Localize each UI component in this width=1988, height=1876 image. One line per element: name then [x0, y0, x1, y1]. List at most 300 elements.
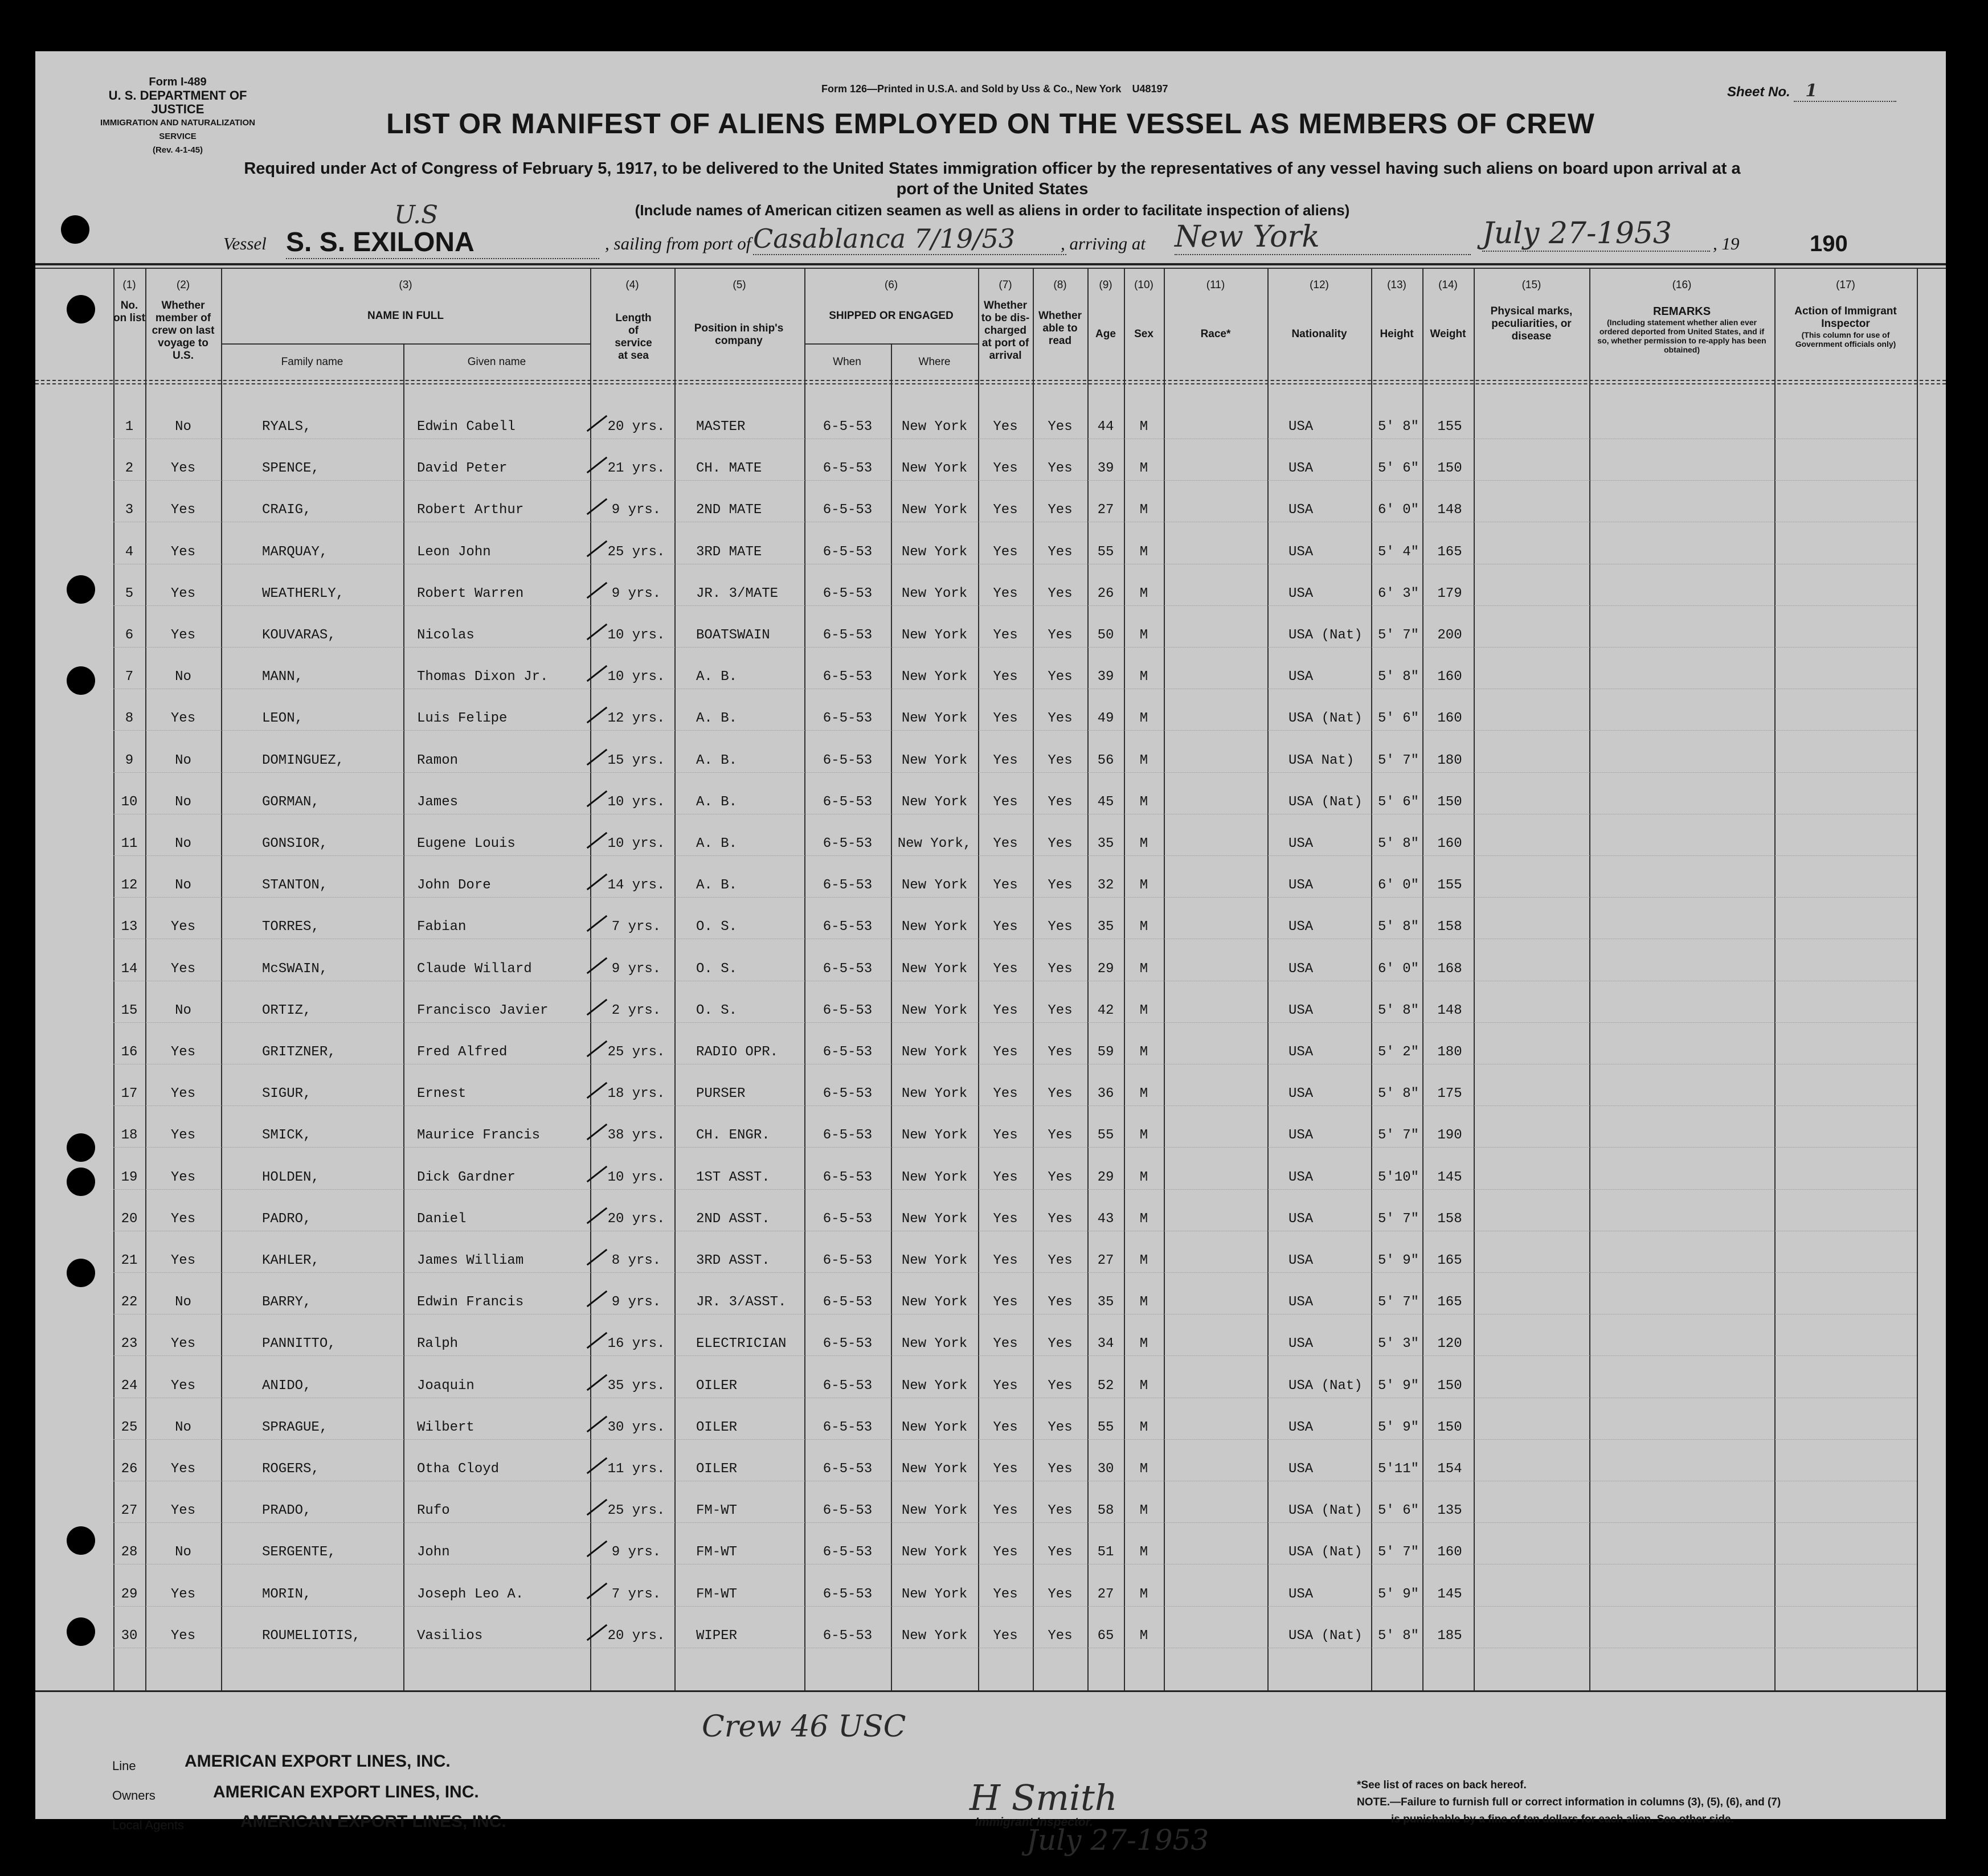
cell-nationality: USA [1288, 836, 1314, 851]
cell-sex: M [1139, 628, 1148, 643]
cell-sex: M [1139, 419, 1148, 435]
cell-no: 21 [121, 1253, 138, 1268]
cell-where: New York [901, 1170, 968, 1185]
crew-count-note: Crew 46 USC [702, 1710, 906, 1744]
cell-weight: 155 [1437, 419, 1462, 435]
column-line [674, 268, 676, 1690]
punch-hole [67, 1526, 95, 1555]
cell-nationality: USA [1288, 419, 1314, 435]
cell-given-name: Edwin Francis [417, 1295, 524, 1310]
cell-where: New York [901, 1128, 968, 1143]
cell-given-name: Ralph [417, 1336, 459, 1351]
cell-nationality: USA [1288, 1420, 1314, 1435]
cell-position: RADIO OPR. [696, 1045, 779, 1060]
cell-age: 36 [1097, 1086, 1114, 1101]
cell-no: 20 [121, 1211, 138, 1227]
column-line [145, 268, 146, 1690]
cell-given-name: Thomas Dixon Jr. [417, 669, 549, 685]
cell-when: 6-5-53 [823, 669, 873, 685]
cell-given-name: Ramon [417, 753, 459, 768]
inspector-signature: H Smith [970, 1777, 1118, 1818]
header-weight: Weight [1430, 328, 1466, 340]
arrival-date: July 27-1953 [1482, 216, 1710, 252]
cell-nationality: USA [1288, 919, 1314, 935]
cell-last-voyage: Yes [170, 1461, 196, 1477]
colnum: (3) [399, 279, 412, 291]
cell-where: New York [901, 1295, 968, 1310]
row-baseline [113, 1439, 1917, 1440]
cell-able-read: Yes [1048, 794, 1073, 810]
cell-last-voyage: Yes [170, 628, 196, 643]
row-baseline [113, 1272, 1917, 1273]
cell-length-service: 9 yrs. [611, 502, 661, 518]
cell-where: New York [901, 1253, 968, 1268]
cell-no: 25 [121, 1420, 138, 1435]
subtitle [138, 158, 1847, 199]
line-label: Line [112, 1759, 136, 1773]
cell-last-voyage: Yes [170, 1086, 196, 1101]
cell-height: 5' 7" [1377, 1128, 1419, 1143]
cell-discharged: Yes [993, 502, 1018, 518]
cell-where: New York [901, 586, 968, 601]
cell-height: 5' 7" [1377, 628, 1419, 643]
cell-weight: 150 [1437, 1420, 1462, 1435]
cell-nationality: USA (Nat) [1288, 711, 1363, 726]
column-line [1474, 268, 1475, 1690]
sheet-label: Sheet No. [1727, 84, 1790, 100]
cell-when: 6-5-53 [823, 1503, 873, 1518]
colnum: (10) [1134, 279, 1153, 291]
cell-no: 10 [121, 794, 138, 810]
cell-position: OILER [696, 1420, 738, 1435]
cell-weight: 190 [1437, 1128, 1462, 1143]
cell-given-name: Luis Felipe [417, 711, 508, 726]
cell-nationality: USA [1288, 1295, 1314, 1310]
cell-sex: M [1139, 1628, 1148, 1644]
cell-no: 18 [121, 1128, 138, 1143]
cell-where: New York [901, 919, 968, 935]
cell-family-name: MARQUAY, [262, 544, 328, 560]
cell-discharged: Yes [993, 753, 1018, 768]
cell-position: OILER [696, 1461, 738, 1477]
column-line [1267, 268, 1269, 1690]
cell-discharged: Yes [993, 711, 1018, 726]
cell-when: 6-5-53 [823, 628, 873, 643]
cell-sex: M [1139, 878, 1148, 893]
header-able-read: Whether able to read [1038, 310, 1082, 347]
column-line [1589, 268, 1590, 1690]
cell-height: 5' 9" [1377, 1253, 1419, 1268]
header-nationality: Nationality [1291, 328, 1347, 340]
cell-given-name: James [417, 794, 459, 810]
cell-nationality: USA [1288, 1461, 1314, 1477]
cell-length-service: 25 yrs. [607, 1045, 665, 1060]
cell-weight: 160 [1437, 669, 1462, 685]
cell-nationality: USA [1288, 586, 1314, 601]
cell-last-voyage: No [175, 1003, 191, 1018]
penalty-note-1: NOTE.—Failure to furnish full or correct information in columns (3), (5), (6), and (7) [1357, 1796, 1781, 1808]
cell-family-name: SPENCE, [262, 461, 320, 476]
cell-able-read: Yes [1048, 1045, 1073, 1060]
cell-weight: 168 [1437, 961, 1462, 977]
cell-length-service: 38 yrs. [607, 1128, 665, 1143]
cell-position: A. B. [696, 753, 738, 768]
header-length-service: Length of service at sea [615, 312, 652, 362]
cell-able-read: Yes [1048, 628, 1073, 643]
cell-length-service: 9 yrs. [611, 586, 661, 601]
cell-nationality: USA [1288, 1045, 1314, 1060]
cell-discharged: Yes [993, 1295, 1018, 1310]
cell-age: 42 [1097, 1003, 1114, 1018]
vessel-prefix-handwritten: U.S [394, 200, 439, 230]
cell-length-service: 15 yrs. [607, 753, 665, 768]
cell-sex: M [1139, 1503, 1148, 1518]
cell-weight: 160 [1437, 711, 1462, 726]
cell-given-name: Leon John [417, 544, 491, 560]
cell-family-name: KOUVARAS, [262, 628, 336, 643]
colnum: (13) [1387, 279, 1406, 291]
cell-when: 6-5-53 [823, 836, 873, 851]
cell-weight: 155 [1437, 878, 1462, 893]
cell-sex: M [1139, 1587, 1148, 1602]
cell-age: 55 [1097, 544, 1114, 560]
cell-nationality: USA (Nat) [1288, 1545, 1363, 1560]
header-shipped: SHIPPED OR ENGAGED [829, 310, 954, 322]
sheet-value: 1 [1794, 81, 1896, 102]
cell-weight: 145 [1437, 1170, 1462, 1185]
cell-given-name: Edwin Cabell [417, 419, 516, 435]
cell-age: 26 [1097, 586, 1114, 601]
colnum: (8) [1053, 279, 1067, 291]
cell-family-name: ORTIZ, [262, 1003, 312, 1018]
cell-given-name: Joseph Leo A. [417, 1587, 524, 1602]
header-given-name: Given name [467, 356, 526, 368]
column-line [1774, 268, 1776, 1690]
cell-position: O. S. [696, 961, 738, 977]
cell-last-voyage: No [175, 1295, 191, 1310]
table-top-border-inner [35, 268, 1946, 269]
cell-height: 6' 3" [1377, 586, 1419, 601]
cell-age: 29 [1097, 1170, 1114, 1185]
cell-family-name: KAHLER, [262, 1253, 320, 1268]
cell-height: 5' 7" [1377, 753, 1419, 768]
colnum: (16) [1672, 279, 1692, 291]
cell-height: 5' 7" [1377, 1295, 1419, 1310]
cell-when: 6-5-53 [823, 586, 873, 601]
cell-length-service: 18 yrs. [607, 1086, 665, 1101]
cell-where: New York [901, 1545, 968, 1560]
cell-where: New York [901, 1628, 968, 1644]
row-baseline [113, 772, 1917, 773]
cell-given-name: Ernest [417, 1086, 467, 1101]
column-line [1422, 268, 1423, 1690]
cell-able-read: Yes [1048, 1003, 1073, 1018]
cell-when: 6-5-53 [823, 1587, 873, 1602]
cell-height: 5'11" [1377, 1461, 1419, 1477]
cell-family-name: TORRES, [262, 919, 320, 935]
cell-height: 5' 8" [1377, 419, 1419, 435]
cell-no: 6 [125, 628, 134, 643]
cell-weight: 175 [1437, 1086, 1462, 1101]
cell-where: New York [901, 628, 968, 643]
cell-able-read: Yes [1048, 878, 1073, 893]
cell-able-read: Yes [1048, 836, 1073, 851]
cell-no: 3 [125, 502, 134, 518]
name-sub-divider [221, 343, 590, 345]
cell-where: New York [901, 669, 968, 685]
cell-height: 5' 4" [1377, 544, 1419, 560]
service-name: IMMIGRATION AND NATURALIZATION SERVICE [100, 118, 255, 141]
cell-position: O. S. [696, 919, 738, 935]
cell-discharged: Yes [993, 628, 1018, 643]
column-line [1371, 268, 1372, 1690]
cell-sex: M [1139, 1378, 1148, 1394]
cell-nationality: USA (Nat) [1288, 1628, 1363, 1644]
printer-line [821, 83, 1168, 95]
cell-family-name: SMICK, [262, 1128, 312, 1143]
cell-position: MASTER [696, 419, 746, 435]
cell-no: 9 [125, 753, 134, 768]
cell-position: OILER [696, 1378, 738, 1394]
cell-given-name: Fred Alfred [417, 1045, 508, 1060]
cell-age: 43 [1097, 1211, 1114, 1227]
cell-where: New York [901, 1420, 968, 1435]
cell-height: 5' 9" [1377, 1420, 1419, 1435]
cell-discharged: Yes [993, 1003, 1018, 1018]
cell-able-read: Yes [1048, 1545, 1073, 1560]
cell-able-read: Yes [1048, 711, 1073, 726]
cell-able-read: Yes [1048, 753, 1073, 768]
cell-weight: 160 [1437, 836, 1462, 851]
cell-sex: M [1139, 1253, 1148, 1268]
cell-position: FM-WT [696, 1545, 738, 1560]
cell-length-service: 16 yrs. [607, 1336, 665, 1351]
cell-where: New York [901, 1461, 968, 1477]
cell-position: WIPER [696, 1628, 738, 1644]
cell-given-name: John [417, 1545, 450, 1560]
cell-where: New York [901, 502, 968, 518]
column-line [804, 268, 805, 1690]
header-position: Position in ship's company [694, 322, 784, 347]
cell-no: 28 [121, 1545, 138, 1560]
cell-where: New York [901, 753, 968, 768]
cell-position: 3RD ASST. [696, 1253, 770, 1268]
cell-given-name: Robert Warren [417, 586, 524, 601]
cell-height: 5'10" [1377, 1170, 1419, 1185]
cell-last-voyage: Yes [170, 1628, 196, 1644]
cell-when: 6-5-53 [823, 461, 873, 476]
cell-position: CH. MATE [696, 461, 762, 476]
colnum: (15) [1521, 279, 1541, 291]
inspector-date: July 27-1953 [1026, 1824, 1209, 1857]
cell-given-name: Otha Cloyd [417, 1461, 500, 1477]
cell-sex: M [1139, 502, 1148, 518]
cell-position: BOATSWAIN [696, 628, 770, 643]
cell-last-voyage: No [175, 1545, 191, 1560]
cell-last-voyage: Yes [170, 1128, 196, 1143]
cell-given-name: Claude Willard [417, 961, 532, 977]
cell-sex: M [1139, 1295, 1148, 1310]
cell-age: 39 [1097, 461, 1114, 476]
cell-length-service: 10 yrs. [607, 628, 665, 643]
colnum: (11) [1206, 279, 1225, 291]
cell-height: 5' 8" [1377, 836, 1419, 851]
cell-length-service: 2 yrs. [611, 1003, 661, 1018]
cell-when: 6-5-53 [823, 878, 873, 893]
cell-given-name: Wilbert [417, 1420, 474, 1435]
cell-length-service: 20 yrs. [607, 1211, 665, 1227]
cell-weight: 120 [1437, 1336, 1462, 1351]
cell-where: New York [901, 961, 968, 977]
cell-able-read: Yes [1048, 502, 1073, 518]
cell-when: 6-5-53 [823, 1378, 873, 1394]
colnum: (5) [733, 279, 746, 291]
cell-last-voyage: Yes [170, 1170, 196, 1185]
header-where: Where [918, 356, 951, 368]
cell-length-service: 14 yrs. [607, 878, 665, 893]
cell-nationality: USA [1288, 669, 1314, 685]
column-line [403, 343, 404, 1690]
colnum: (17) [1836, 279, 1855, 291]
colnum: (2) [176, 279, 190, 291]
cell-family-name: RYALS, [262, 419, 312, 435]
cell-nationality: USA [1288, 1086, 1314, 1101]
cell-when: 6-5-53 [823, 502, 873, 518]
cell-sex: M [1139, 1086, 1148, 1101]
colnum: (9) [1099, 279, 1112, 291]
cell-length-service: 21 yrs. [607, 461, 665, 476]
cell-position: 2ND ASST. [696, 1211, 770, 1227]
cell-weight: 180 [1437, 1045, 1462, 1060]
cell-when: 6-5-53 [823, 1545, 873, 1560]
cell-family-name: PANNITTO, [262, 1336, 336, 1351]
cell-sex: M [1139, 794, 1148, 810]
cell-family-name: PADRO, [262, 1211, 312, 1227]
cell-able-read: Yes [1048, 919, 1073, 935]
cell-sex: M [1139, 836, 1148, 851]
cell-last-voyage: No [175, 836, 191, 851]
cell-no: 17 [121, 1086, 138, 1101]
cell-length-service: 10 yrs. [607, 669, 665, 685]
cell-nationality: USA [1288, 1211, 1314, 1227]
printer-text: Form 126—Printed in U.S.A. and Sold by Uss & Co., New York [821, 83, 1122, 95]
cell-where: New York [901, 1503, 968, 1518]
cell-age: 56 [1097, 753, 1114, 768]
cell-height: 5' 8" [1377, 669, 1419, 685]
cell-weight: 148 [1437, 1003, 1462, 1018]
cell-weight: 145 [1437, 1587, 1462, 1602]
cell-when: 6-5-53 [823, 1628, 873, 1644]
cell-no: 13 [121, 919, 138, 935]
cell-position: PURSER [696, 1086, 746, 1101]
row-baseline [113, 855, 1917, 856]
punch-hole [67, 1133, 95, 1162]
cell-able-read: Yes [1048, 544, 1073, 560]
cell-sex: M [1139, 1336, 1148, 1351]
cell-position: O. S. [696, 1003, 738, 1018]
cell-age: 27 [1097, 1253, 1114, 1268]
cell-discharged: Yes [993, 794, 1018, 810]
cell-length-service: 10 yrs. [607, 794, 665, 810]
cell-last-voyage: Yes [170, 1253, 196, 1268]
header-discharged: Whether to be dis-charged at port of arrival [981, 300, 1030, 362]
cell-position: 2ND MATE [696, 502, 762, 518]
cell-nationality: USA [1288, 1587, 1314, 1602]
cell-when: 6-5-53 [823, 1295, 873, 1310]
cell-when: 6-5-53 [823, 419, 873, 435]
cell-sex: M [1139, 961, 1148, 977]
cell-no: 27 [121, 1503, 138, 1518]
header-family-name: Family name [281, 356, 343, 368]
cell-last-voyage: Yes [170, 1503, 196, 1518]
cell-height: 6' 0" [1377, 878, 1419, 893]
cell-when: 6-5-53 [823, 1170, 873, 1185]
header-physical-marks: Physical marks, peculiarities, or disease [1490, 305, 1573, 342]
cell-given-name: Fabian [417, 919, 467, 935]
cell-length-service: 20 yrs. [607, 419, 665, 435]
cell-no: 14 [121, 961, 138, 977]
cell-when: 6-5-53 [823, 1086, 873, 1101]
sailing-label: , sailing from port of [605, 234, 751, 253]
cell-able-read: Yes [1048, 1170, 1073, 1185]
cell-last-voyage: Yes [170, 586, 196, 601]
cell-able-read: Yes [1048, 1336, 1073, 1351]
cell-no: 22 [121, 1295, 138, 1310]
cell-no: 15 [121, 1003, 138, 1018]
cell-no: 19 [121, 1170, 138, 1185]
cell-weight: 150 [1437, 461, 1462, 476]
cell-weight: 150 [1437, 1378, 1462, 1394]
cell-height: 5' 6" [1377, 461, 1419, 476]
inspector-label: Immigrant Inspector. [975, 1816, 1093, 1829]
cell-sex: M [1139, 1170, 1148, 1185]
cell-age: 50 [1097, 628, 1114, 643]
cell-nationality: USA [1288, 1170, 1314, 1185]
cell-last-voyage: No [175, 1420, 191, 1435]
cell-nationality: USA [1288, 1253, 1314, 1268]
cell-when: 6-5-53 [823, 1003, 873, 1018]
cell-age: 49 [1097, 711, 1114, 726]
cell-height: 5' 7" [1377, 1211, 1419, 1227]
cell-last-voyage: Yes [170, 502, 196, 518]
cell-no: 12 [121, 878, 138, 893]
cell-discharged: Yes [993, 919, 1018, 935]
revision: (Rev. 4-1-45) [152, 145, 203, 155]
cell-length-service: 8 yrs. [611, 1253, 661, 1268]
cell-no: 1 [125, 419, 134, 435]
cell-no: 30 [121, 1628, 138, 1644]
cell-length-service: 25 yrs. [607, 1503, 665, 1518]
colnum: (7) [999, 279, 1012, 291]
cell-when: 6-5-53 [823, 1045, 873, 1060]
cell-sex: M [1139, 461, 1148, 476]
remarks-title: REMARKS [1652, 305, 1711, 318]
cell-age: 27 [1097, 1587, 1114, 1602]
cell-where: New York [901, 1336, 968, 1351]
column-line [1917, 268, 1918, 1690]
cell-height: 5' 8" [1377, 1003, 1419, 1018]
cell-sex: M [1139, 586, 1148, 601]
cell-age: 35 [1097, 919, 1114, 935]
cell-no: 26 [121, 1461, 138, 1477]
cell-when: 6-5-53 [823, 544, 873, 560]
cell-family-name: McSWAIN, [262, 961, 328, 977]
table-top-border [35, 263, 1946, 265]
cell-sex: M [1139, 1003, 1148, 1018]
cell-age: 59 [1097, 1045, 1114, 1060]
cell-length-service: 35 yrs. [607, 1378, 665, 1394]
cell-able-read: Yes [1048, 669, 1073, 685]
